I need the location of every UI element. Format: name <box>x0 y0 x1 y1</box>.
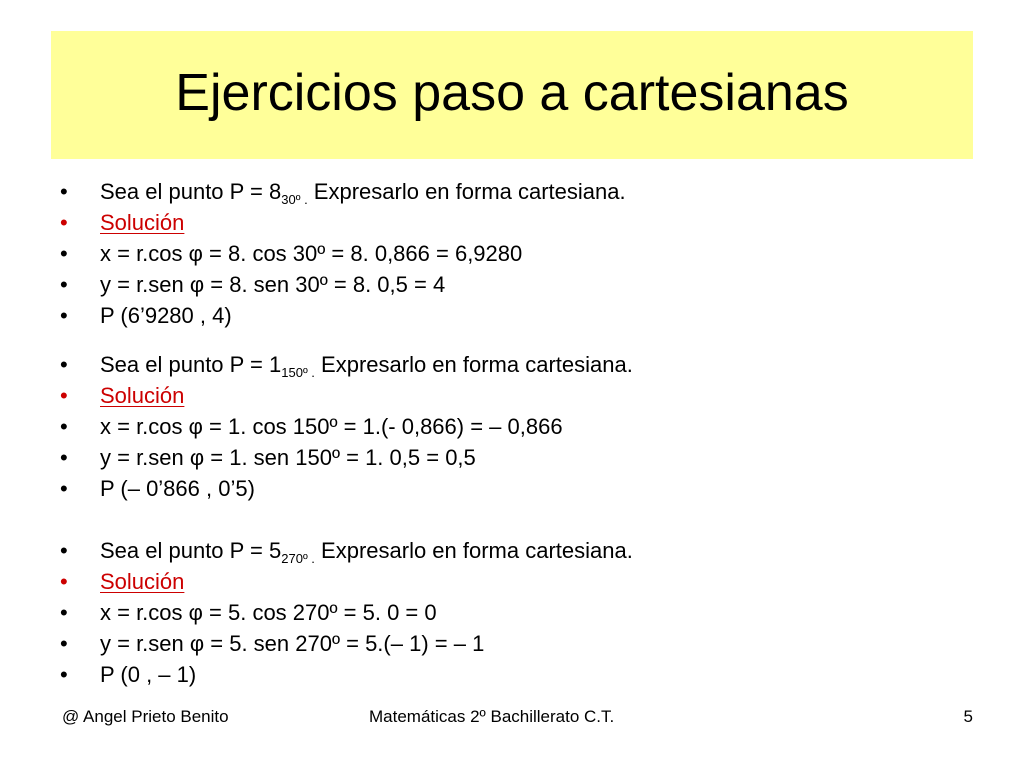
bullet: • <box>60 662 68 687</box>
solution-heading <box>0 380 1024 411</box>
point-result <box>0 473 1024 504</box>
bullet: • <box>60 600 68 625</box>
point-result <box>0 300 1024 331</box>
exercise-2 <box>0 349 1024 504</box>
statement-text <box>100 349 633 380</box>
statement-prefix: Sea el punto P = 1 <box>100 352 282 377</box>
exercise-statement <box>0 535 1024 566</box>
bullet: • <box>60 179 68 204</box>
exercise-statement <box>0 176 1024 207</box>
angle-subscript: 150º . <box>281 365 315 380</box>
bullet: • <box>60 303 68 328</box>
solution-label: Solución <box>100 569 185 594</box>
angle-subscript: 270º . <box>281 551 315 566</box>
x-calculation-text: x = r.cos φ = 1. cos 150º = 1.(- 0,866) = – 0,866 <box>100 414 563 439</box>
x-calculation <box>0 238 1024 269</box>
statement-text <box>100 176 626 207</box>
point-result-text: P (– 0’866 , 0’5) <box>100 476 255 501</box>
point-result-text: P (6’9280 , 4) <box>100 303 232 328</box>
exercise-1 <box>0 176 1024 331</box>
y-calculation <box>0 269 1024 300</box>
title-banner <box>51 31 973 159</box>
x-calculation-text: x = r.cos φ = 8. cos 30º = 8. 0,866 = 6,9280 <box>100 241 523 266</box>
footer-course: Matemáticas 2º Bachillerato C.T. <box>369 707 615 726</box>
x-calculation <box>0 411 1024 442</box>
bullet: • <box>60 631 68 656</box>
bullet: • <box>60 445 68 470</box>
angle-subscript: 30º . <box>281 192 308 207</box>
slide-title: Ejercicios paso a cartesianas <box>175 64 849 122</box>
x-calculation-text: x = r.cos φ = 5. cos 270º = 5. 0 = 0 <box>100 600 437 625</box>
y-calculation-text: y = r.sen φ = 8. sen 30º = 8. 0,5 = 4 <box>100 272 446 297</box>
bullet: • <box>60 241 68 266</box>
statement-suffix: Expresarlo en forma cartesiana. <box>314 538 633 563</box>
bullet: • <box>60 476 68 501</box>
bullet: • <box>60 210 68 235</box>
point-result <box>0 659 1024 690</box>
statement-suffix: Expresarlo en forma cartesiana. <box>314 352 633 377</box>
bullet: • <box>60 383 68 408</box>
point-result-text: P (0 , – 1) <box>100 662 197 687</box>
footer-page-number: 5 <box>963 707 973 726</box>
y-calculation-text: y = r.sen φ = 1. sen 150º = 1. 0,5 = 0,5 <box>100 445 476 470</box>
x-calculation <box>0 597 1024 628</box>
exercise-statement <box>0 349 1024 380</box>
bullet: • <box>60 414 68 439</box>
solution-label: Solución <box>100 210 185 235</box>
bullet: • <box>60 538 68 563</box>
bullet: • <box>60 352 68 377</box>
statement-text <box>100 535 633 566</box>
bullet: • <box>60 569 68 594</box>
slide-footer <box>0 705 1024 729</box>
exercise-3 <box>0 535 1024 690</box>
solution-heading <box>0 207 1024 238</box>
y-calculation <box>0 442 1024 473</box>
solution-label: Solución <box>100 383 185 408</box>
footer-author: @ Angel Prieto Benito <box>62 707 229 726</box>
bullet: • <box>60 272 68 297</box>
solution-heading <box>0 566 1024 597</box>
statement-suffix: Expresarlo en forma cartesiana. <box>307 179 626 204</box>
y-calculation <box>0 628 1024 659</box>
statement-prefix: Sea el punto P = 8 <box>100 179 282 204</box>
statement-prefix: Sea el punto P = 5 <box>100 538 282 563</box>
y-calculation-text: y = r.sen φ = 5. sen 270º = 5.(– 1) = – 1 <box>100 631 485 656</box>
